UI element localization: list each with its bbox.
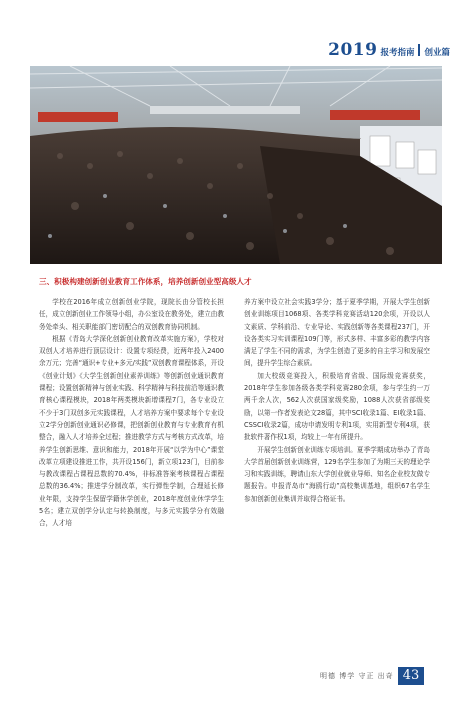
right-column <box>244 296 430 505</box>
header-guide: 报考指南 <box>380 48 415 58</box>
section-title: 三、积极构建创新创业教育工作体系，培养创新创业型高级人才 <box>39 277 252 286</box>
paragraph: 加大校级竞赛投入，积极培育省级、国际级竞赛获奖，2018年学生参加各级各类学科竞赛280余项，参与学生约一万两千余人次，562人次获国家级奖励，1088人次获省部级奖励，以第一作者发表论文28篇，其中SCI收录1篇、EI收录1篇、CSSCI收录2篇，成功申请发明专利1项，实用新型专利4项，获批软件著作权1项，均较上一年有所提升。 <box>244 371 430 442</box>
footer-motto: 明德 博学 守正 出奇 <box>320 672 394 680</box>
paragraph: 根据《青岛大学深化创新创业教育改革实施方案》，学校对双创人才培养进行顶层设计：设置专项经费，近两年投入2400余万元；完善“通识+专业+多元/实践”双创教育课程体系，开设《创业计划》《大学生创新创业素养训练》等创新创业通识教育课程；设置创新精神与创业实践、科学精神与科技前沿等通识教育核心课程模块，2018年两类模块新增课程7门，各专业设立不少于3门双创多元实践课程，人才培养方案中要求每个专业设立2学分创新创业通识必修课，把创新创业教育与专业教育有机整合，融入人才培养全过程；推进教学方式与考核方式改革，培养学生创新思维、意识和能力，2018年开展“以学为中心”课堂改革立项建设推进工作，共开设156门，新立项123门，目前参与教改课程占课程总数的70.4%，非标准答案考核课程占课程总数的36.4%；推进学分制改革，实行弹性学制，合理延长修业年限，支持学生保留学籍休学创业，2018年度创业休学学生5名；建立双创学分认定与转换制度，与多元实践学分有效融合，人才培 <box>39 334 224 528</box>
header-year: 2019 <box>328 40 378 60</box>
paragraph: 学校在2016年成立创新创业学院，现院长由分管校长担任，成立创新创业工作领导小组，办公室设在教务处，建立由教务处牵头、相关职能部门密切配合的双创教育协同机制。 <box>39 298 224 331</box>
paragraph: 开展学生创新创业训练专项培训。夏季学期成功举办了青岛大学首届创新创业训练营，129名学生参加了为期三天的理论学习和实践训练，聘请山东大学创业就业导师、知名企业校友做专题报告。申报青岛市“海鸥行动”高校集训基地，组织67名学生参加创新创业集训并取得合格证书。 <box>244 445 430 503</box>
left-column <box>39 296 224 530</box>
header-section: 创业篇 <box>424 48 450 58</box>
page-header <box>328 40 450 60</box>
crowd-photo <box>30 66 442 264</box>
page-footer <box>320 667 424 685</box>
page-number: 43 <box>398 667 425 685</box>
paragraph: 养方案中设立社会实践3学分；基于夏季学期，开展大学生创新创业训练项目1068项、各类学科竞赛活动120余项，开设以人文素质、学科前沿、专业导论、实践创新等各类课程237门，开设各类实习实训课程109门等，形式多样、丰富多彩的教学内容满足了学生不同的需求，为学生创造了更多的自主学习和发展空间，提升学生综合素质。 <box>244 298 430 368</box>
header-divider <box>418 44 420 56</box>
